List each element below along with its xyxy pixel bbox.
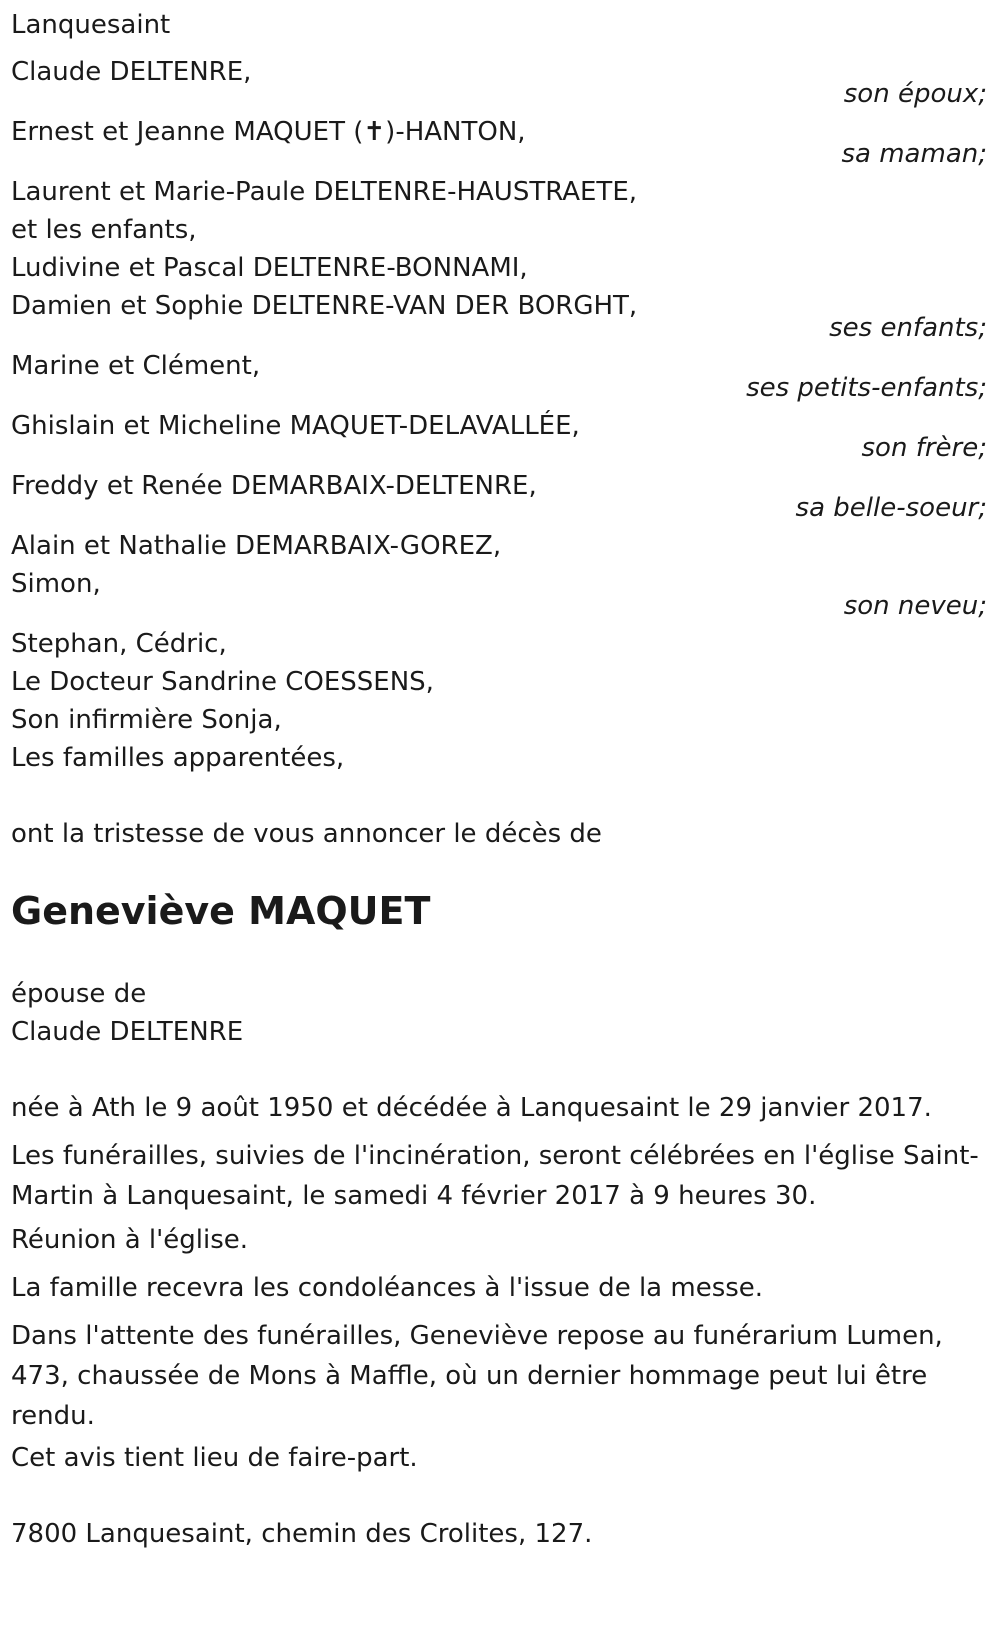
funerarium-paragraph: Dans l'attente des funérailles, Geneviève repose au funérarium Lumen, 473, chaussée de Mons à Maffle, où un dernier hommage peut lui être rendu. bbox=[11, 1321, 943, 1431]
meeting-line: Réunion à l'église. bbox=[11, 1225, 249, 1255]
nephew-relation: son neveu; bbox=[843, 591, 987, 621]
condolences-line: La famille recevra les condoléances à l'issue de la messe. bbox=[11, 1273, 764, 1303]
brother-relation: son frère; bbox=[861, 433, 987, 463]
grandchildren-name: Marine et Clément, bbox=[11, 351, 261, 381]
spouse-line-2: Claude DELTENRE bbox=[11, 1017, 244, 1047]
mother-name: Ernest et Jeanne MAQUET (✝)-HANTON, bbox=[11, 117, 526, 147]
children-line-4: Damien et Sophie DELTENRE-VAN DER BORGHT, bbox=[11, 291, 638, 321]
birth-death-line: née à Ath le 9 août 1950 et décédée à Lanquesaint le 29 janvier 2017. bbox=[11, 1093, 932, 1123]
brother-name: Ghislain et Micheline MAQUET-DELAVALLÉE, bbox=[11, 411, 580, 441]
announcement-intro: ont la tristesse de vous annoncer le décès de bbox=[11, 819, 602, 849]
address-line: 7800 Lanquesaint, chemin des Crolites, 127. bbox=[11, 1519, 593, 1549]
location-heading: Lanquesaint bbox=[11, 10, 171, 40]
children-line-1: Laurent et Marie-Paule DELTENRE-HAUSTRAETE, bbox=[11, 177, 638, 207]
children-line-2: et les enfants, bbox=[11, 215, 197, 245]
others-line-2: Le Docteur Sandrine COESSENS, bbox=[11, 667, 434, 697]
nephew-line-1: Alain et Nathalie DEMARBAIX-GOREZ, bbox=[11, 531, 502, 561]
mother-relation: sa maman; bbox=[841, 139, 987, 169]
spouse-line-1: épouse de bbox=[11, 979, 147, 1009]
others-line-4: Les familles apparentées, bbox=[11, 743, 345, 773]
others-line-1: Stephan, Cédric, bbox=[11, 629, 227, 659]
spouse-relation: son époux; bbox=[843, 79, 987, 109]
spouse-name: Claude DELTENRE, bbox=[11, 57, 252, 87]
children-line-3: Ludivine et Pascal DELTENRE-BONNAMI, bbox=[11, 253, 528, 283]
children-relation: ses enfants; bbox=[829, 313, 987, 343]
others-line-3: Son infirmière Sonja, bbox=[11, 705, 282, 735]
sisterinlaw-relation: sa belle-soeur; bbox=[795, 493, 987, 523]
grandchildren-relation: ses petits-enfants; bbox=[746, 373, 987, 403]
funeral-paragraph: Les funérailles, suivies de l'incinération, seront célébrées en l'église Saint-Martin à Lanquesaint, le samedi 4 février 2017 à 9 heures 30. bbox=[11, 1141, 979, 1211]
sisterinlaw-name: Freddy et Renée DEMARBAIX-DELTENRE, bbox=[11, 471, 537, 501]
nephew-line-2: Simon, bbox=[11, 569, 101, 599]
notice-line: Cet avis tient lieu de faire-part. bbox=[11, 1443, 418, 1473]
deceased-name: Geneviève MAQUET bbox=[11, 889, 431, 933]
